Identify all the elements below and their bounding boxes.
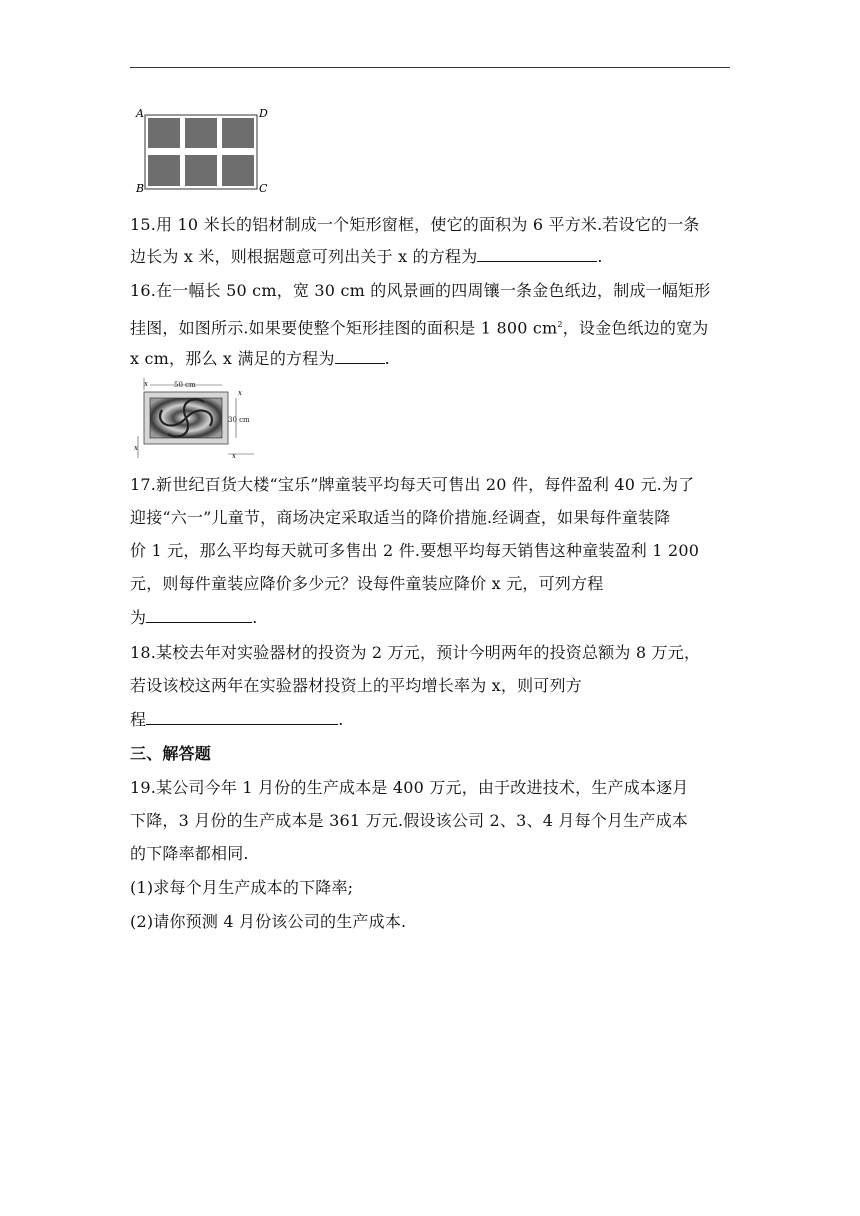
q18-text: 程 <box>130 710 147 729</box>
q15-line1: 15.用 10 米长的铝材制成一个矩形窗框，使它的面积为 6 平方米.若设它的一条 <box>130 215 700 234</box>
answer-blank[interactable] <box>146 606 252 623</box>
q16-line2 <box>130 314 709 339</box>
q19-part2: (2)请你预测 4 月份该公司的生产成本. <box>130 912 407 931</box>
q18-line3 <box>130 708 344 731</box>
label-C: C <box>259 182 268 195</box>
answer-blank[interactable] <box>335 347 385 364</box>
superscript: 2 <box>557 320 563 329</box>
q19-line2: 下降，3 月份的生产成本是 361 万元.假设该公司 2、3、4 月每个月生产成本 <box>130 811 688 830</box>
q17-line1: 17.新世纪百货大楼“宝乐”牌童装平均每天可售出 20 件，每件盈利 40 元.为了 <box>130 475 695 494</box>
pane <box>185 155 217 186</box>
pane <box>185 118 217 148</box>
q19-part1: (1)求每个月生产成本的下降率; <box>130 878 354 897</box>
q19-line3: 的下降率都相同. <box>130 844 249 863</box>
x-label: x <box>232 452 236 460</box>
window-frame-figure <box>132 104 272 196</box>
label-A: A <box>136 107 144 120</box>
pane <box>148 155 180 186</box>
answer-blank[interactable] <box>146 708 338 725</box>
pane <box>222 155 254 186</box>
q16-text-rest: ，设金色纸边的宽为 <box>562 318 709 338</box>
pane <box>222 118 254 148</box>
q18-line2: 若设该校这两年在实验器材投资上的平均增长率为 x，则可列方 <box>130 676 582 695</box>
q15-text: 边长为 x 米，则根据题意可列出关于 x 的方程为 <box>130 247 478 266</box>
q18-period: . <box>338 710 344 729</box>
right-dimension-label: 30 cm <box>228 416 250 424</box>
q16-period: . <box>384 349 390 368</box>
x-label: x <box>238 389 242 397</box>
q16-text: x cm，那么 x 满足的方程为 <box>130 349 335 368</box>
q17-line4: 元，则每件童装应降价多少元？设每件童装应降价 x 元，可列方程 <box>130 574 604 593</box>
q17-line2: 迎接“六一”儿童节，商场决定采取适当的降价措施.经调查，如果每件童装降 <box>130 508 671 527</box>
q16-line1: 16.在一幅长 50 cm，宽 30 cm 的风景画的四周镶一条金色纸边，制成一幅矩形 <box>130 281 711 300</box>
header-rule <box>130 67 730 68</box>
q16-text: 挂图，如图所示.如果要使整个矩形挂图的面积是 1 800 cm <box>130 318 558 338</box>
label-B: B <box>136 182 145 195</box>
label-D: D <box>259 107 268 120</box>
top-dimension-label: 50 cm <box>174 381 196 389</box>
q19-line1: 19.某公司今年 1 月份的生产成本是 400 万元，由于改进技术，生产成本逐月 <box>130 778 689 797</box>
q15-line2 <box>130 245 603 268</box>
section-title: 三、解答题 <box>130 744 212 763</box>
q17-line3: 价 1 元，那么平均每天就可多售出 2 件.要想平均每天销售这种童装盈利 1 200 <box>130 541 700 560</box>
q15-period: . <box>597 247 603 266</box>
pane <box>148 118 180 148</box>
q17-line5 <box>130 606 258 629</box>
x-label: x <box>134 444 138 452</box>
framed-painting-figure <box>130 378 258 462</box>
q16-line3 <box>130 347 390 370</box>
x-label: x <box>144 380 148 388</box>
q18-line1: 18.某校去年对实验器材的投资为 2 万元，预计今明两年的投资总额为 8 万元， <box>130 643 701 662</box>
q17-period: . <box>252 608 258 627</box>
answer-blank[interactable] <box>477 245 597 262</box>
q17-text: 为 <box>130 608 147 627</box>
